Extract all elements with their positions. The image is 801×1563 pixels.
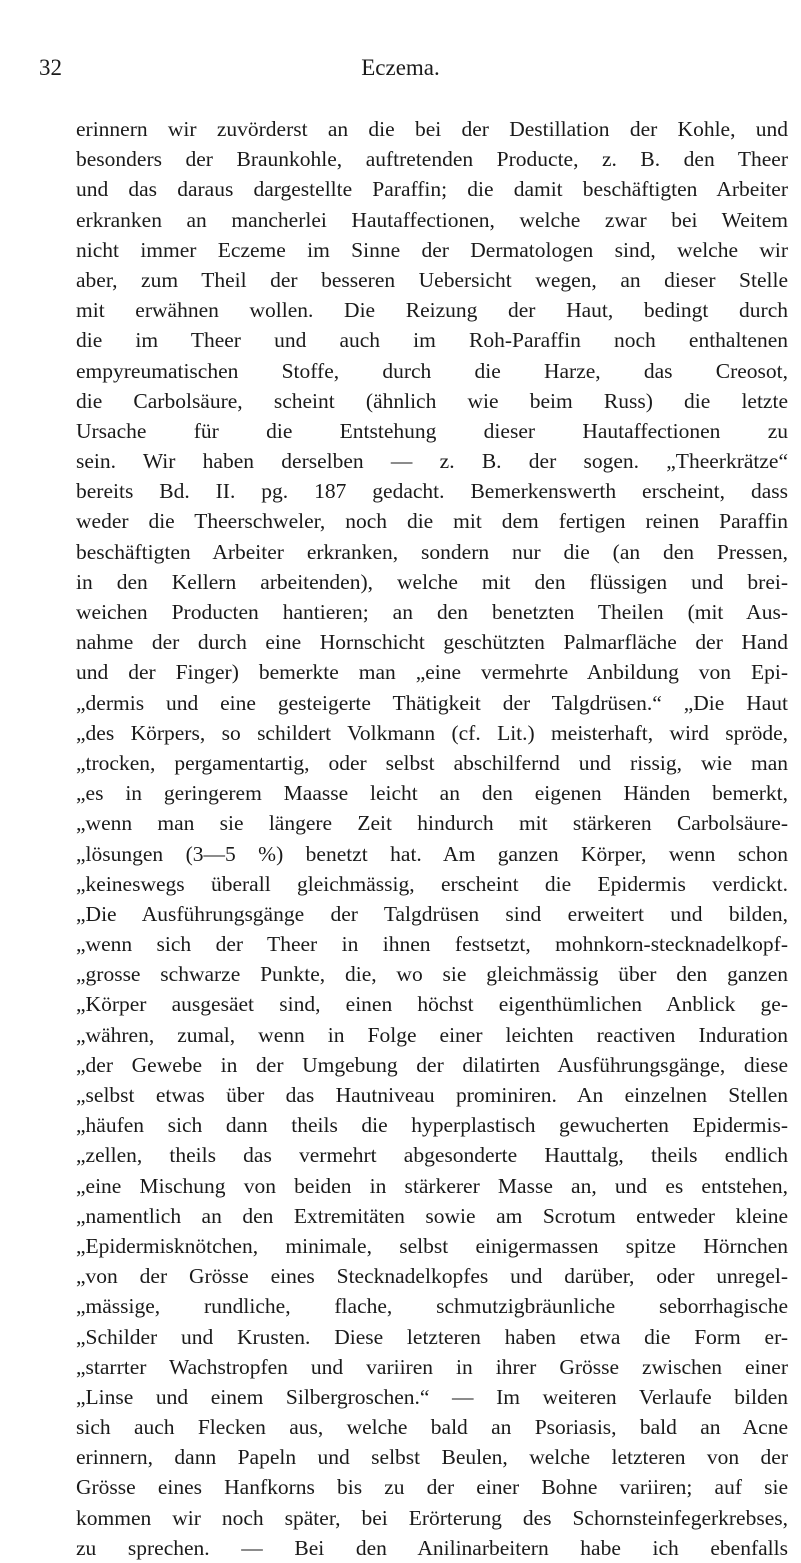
text-line: „grosse schwarze Punkte, die, wo sie gleichmässig über den ganzen bbox=[76, 962, 788, 987]
text-line: weichen Producten hantieren; an den benetzten Theilen (mit Aus- bbox=[76, 600, 788, 624]
text-line: aber, zum Theil der besseren Uebersicht wegen, an dieser Stelle bbox=[76, 267, 788, 292]
text-line: „mässige, rundliche, flache, schmutzigbräunliche seborrhagische bbox=[76, 1294, 788, 1319]
text-line: „Schilder und Krusten. Diese letzteren haben etwa die Form er- bbox=[76, 1324, 788, 1349]
body-text bbox=[76, 114, 788, 1563]
text-line: „namentlich an den Extremitäten sowie am Scrotum entweder kleine bbox=[76, 1203, 788, 1228]
text-line: „Linse und einem Silbergroschen.“ — Im weiteren Verlaufe bilden bbox=[76, 1384, 788, 1409]
text-line: erinnern, dann Papeln und selbst Beulen, welche letzteren von der bbox=[76, 1445, 788, 1470]
text-line: „häufen sich dann theils die hyperplastisch gewucherten Epidermis- bbox=[76, 1113, 788, 1138]
text-line: sein. Wir haben derselben — z. B. der sogen. „Theerkrätze“ bbox=[76, 449, 788, 474]
text-line: die im Theer und auch im Roh-Paraffin noch enthaltenen bbox=[76, 328, 788, 353]
text-line: in den Kellern arbeitenden), welche mit den flüssigen und brei- bbox=[76, 569, 788, 594]
text-line: erinnern wir zuvörderst an die bei der Destillation der Kohle, und bbox=[76, 117, 788, 141]
text-line: und das daraus dargestellte Paraffin; die damit beschäftigten Arbeiter bbox=[76, 177, 788, 202]
text-line: nahme der durch eine Hornschicht geschützten Palmarfläche der Hand bbox=[76, 630, 788, 655]
text-line: „eine Mischung von beiden in stärkerer Masse an, und es entstehen, bbox=[76, 1173, 788, 1198]
text-line: „der Gewebe in der Umgebung der dilatirten Ausführungsgänge, diese bbox=[76, 1052, 788, 1077]
text-line: „wenn sich der Theer in ihnen festsetzt, mohnkorn-stecknadelkopf- bbox=[76, 932, 788, 957]
page-number: 32 bbox=[39, 55, 62, 80]
text-line: „währen, zumal, wenn in Folge einer leichten reactiven Induration bbox=[76, 1022, 788, 1047]
text-line: kommen wir noch später, bei Erörterung des Schornsteinfegerkrebses, bbox=[76, 1505, 788, 1530]
text-line: zu sprechen. — Bei den Anilinarbeitern habe ich ebenfalls bbox=[76, 1535, 788, 1560]
text-line: weder die Theerschweler, noch die mit dem fertigen reinen Paraffin bbox=[76, 509, 788, 534]
running-title: Eczema. bbox=[361, 55, 440, 80]
text-line: „des Körpers, so schildert Volkmann (cf. Lit.) meisterhaft, wird spröde, bbox=[76, 720, 788, 745]
text-line: bereits Bd. II. pg. 187 gedacht. Bemerkenswerth erscheint, dass bbox=[76, 479, 788, 504]
text-line: „starrter Wachstropfen und variiren in ihrer Grösse zwischen einer bbox=[76, 1354, 788, 1379]
text-line: mit erwähnen wollen. Die Reizung der Haut, bedingt durch bbox=[76, 298, 788, 323]
text-line: die Carbolsäure, scheint (ähnlich wie beim Russ) die letzte bbox=[76, 388, 788, 413]
text-line: „es in geringerem Maasse leicht an den eigenen Händen bemerkt, bbox=[76, 781, 788, 806]
text-line: Ursache für die Entstehung dieser Hautaffectionen zu bbox=[76, 418, 788, 443]
text-line: „von der Grösse eines Stecknadelkopfes und darüber, oder unregel- bbox=[76, 1264, 788, 1289]
text-line: „dermis und eine gesteigerte Thätigkeit der Talgdrüsen.“ „Die Haut bbox=[76, 690, 788, 715]
text-line: Grösse eines Hanfkorns bis zu der einer Bohne variiren; auf sie bbox=[76, 1475, 788, 1500]
text-line: besonders der Braunkohle, auftretenden Producte, z. B. den Theer bbox=[76, 147, 788, 172]
text-line: „selbst etwas über das Hautniveau prominiren. An einzelnen Stellen bbox=[76, 1083, 788, 1107]
text-line: sich auch Flecken aus, welche bald an Psoriasis, bald an Acne bbox=[76, 1415, 788, 1440]
text-line: nicht immer Eczeme im Sinne der Dermatologen sind, welche wir bbox=[76, 237, 788, 262]
text-line: „trocken, pergamentartig, oder selbst abschilfernd und rissig, wie man bbox=[76, 750, 788, 775]
text-line: „Die Ausführungsgänge der Talgdrüsen sind erweitert und bilden, bbox=[76, 901, 788, 926]
text-line: beschäftigten Arbeiter erkranken, sondern nur die (an den Pressen, bbox=[76, 539, 788, 564]
text-line: „lösungen (3—5 %) benetzt hat. Am ganzen Körper, wenn schon bbox=[76, 841, 788, 866]
text-line: „keineswegs überall gleichmässig, erscheint die Epidermis verdickt. bbox=[76, 871, 788, 896]
text-line: erkranken an mancherlei Hautaffectionen, welche zwar bei Weitem bbox=[76, 207, 788, 232]
text-line: „zellen, theils das vermehrt abgesonderte Hauttalg, theils endlich bbox=[76, 1143, 788, 1168]
text-line: empyreumatischen Stoffe, durch die Harze, das Creosot, bbox=[76, 358, 788, 383]
text-line: und der Finger) bemerkte man „eine vermehrte Anbildung von Epi- bbox=[76, 660, 788, 685]
text-line: „wenn man sie längere Zeit hindurch mit stärkeren Carbolsäure- bbox=[76, 811, 788, 836]
text-line: „Körper ausgesäet sind, einen höchst eigenthümlichen Anblick ge- bbox=[76, 992, 788, 1017]
text-line: „Epidermisknötchen, minimale, selbst einigermassen spitze Hörnchen bbox=[76, 1233, 788, 1258]
